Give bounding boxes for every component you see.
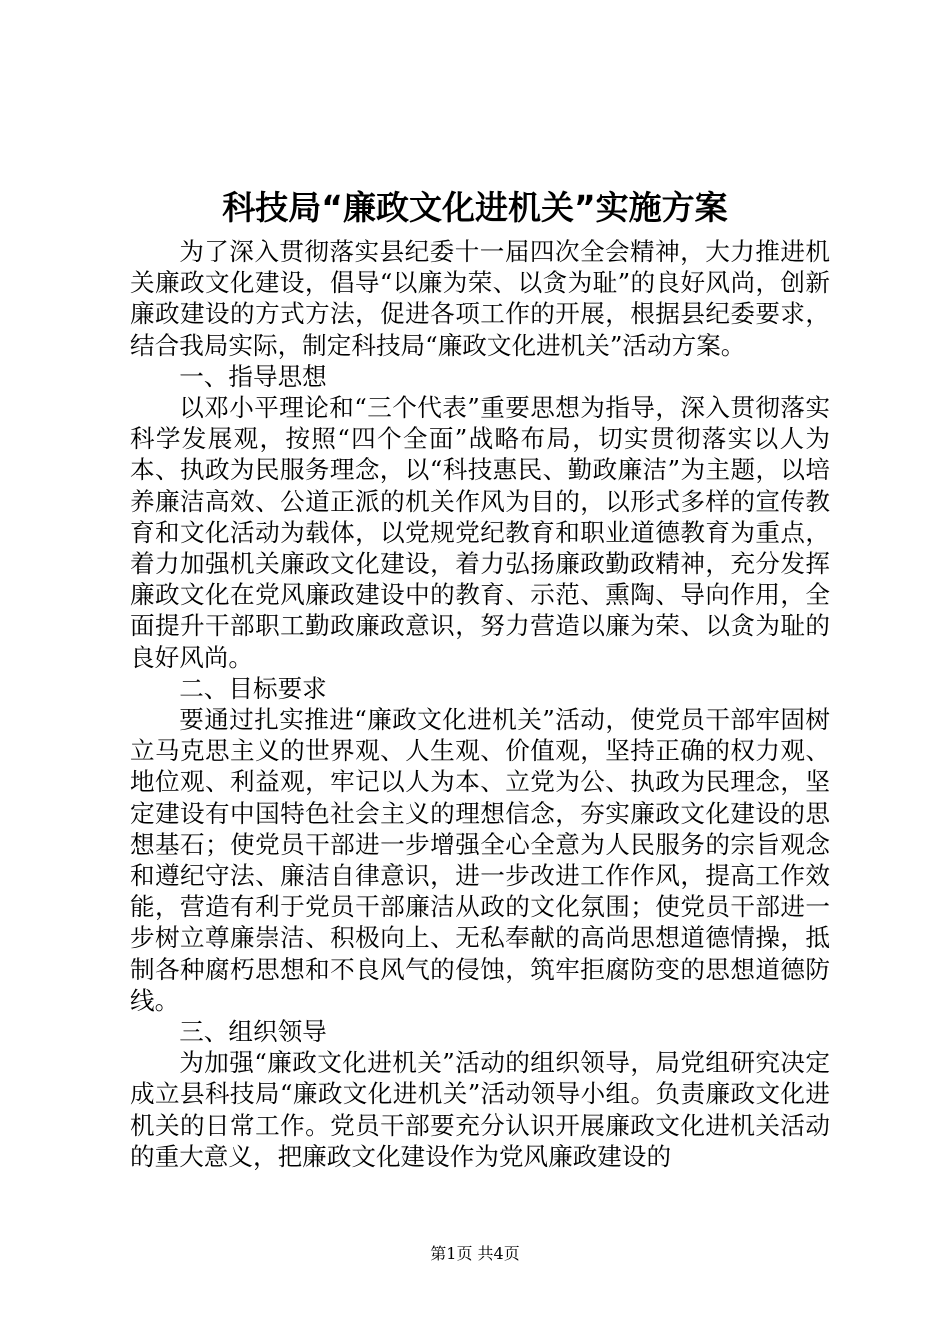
document-title: 科技局“廉政文化进机关”实施方案 <box>222 188 728 227</box>
document-body <box>130 236 830 1172</box>
section-heading-guiding-thought: 一、指导思想 <box>179 361 327 391</box>
page-footer: 第1页 共4页 <box>430 1244 520 1263</box>
goals-paragraph: 要通过扎实推进“廉政文化进机关”活动，使党员干部牢固树立马克思主义的世界观、人生观、价值观，坚持正确的权力观、地位观、利益观，牢记以人为本、立党为公、执政为民理念，坚定建设有中国特色社会主义的理想信念，夯实廉政文化建设的思想基石；使党员干部进一步增强全心全意为人民服务的宗旨观念和遵纪守法、廉洁自律意识，进一步改进工作作风，提高工作效能，营造有利于党员干部廉洁从政的文化氛围；使党员干部进一步树立尊廉崇洁、积极向上、无私奉献的高尚思想道德情操，抵制各种腐朽思想和不良风气的侵蚀，筑牢拒腐防变的思想道德防线。 <box>130 705 830 1015</box>
intro-paragraph: 为了深入贯彻落实县纪委十一届四次全会精神，大力推进机关廉政文化建设，倡导“以廉为荣、以贪为耻”的良好风尚，创新廉政建设的方式方法，促进各项工作的开展，根据县纪委要求，结合我局实际，制定科技局“廉政文化进机关”活动方案。 <box>130 237 830 360</box>
leadership-paragraph: 为加强“廉政文化进机关”活动的组织领导，局党组研究决定成立县科技局“廉政文化进机关”活动领导小组。负责廉政文化进机关的日常工作。党员干部要充分认识开展廉政文化进机关活动的重大意义，把廉政文化建设作为党风廉政建设的 <box>130 1048 830 1171</box>
section-heading-goals: 二、目标要求 <box>179 673 327 703</box>
guiding-thought-paragraph: 以邓小平理论和“三个代表”重要思想为指导，深入贯彻落实科学发展观，按照“四个全面”战略布局，切实贯彻落实以人为本、执政为民服务理念，以“科技惠民、勤政廉洁”为主题，以培养廉洁高效、公道正派的机关作风为目的，以形式多样的宣传教育和文化活动为载体，以党规党纪教育和职业道德教育为重点，着力加强机关廉政文化建设，着力弘扬廉政勤政精神，充分发挥廉政文化在党风廉政建设中的教育、示范、熏陶、导向作用，全面提升干部职工勤政廉政意识，努力营造以廉为荣、以贪为耻的良好风尚。 <box>130 393 830 672</box>
section-heading-leadership: 三、组织领导 <box>179 1017 327 1047</box>
